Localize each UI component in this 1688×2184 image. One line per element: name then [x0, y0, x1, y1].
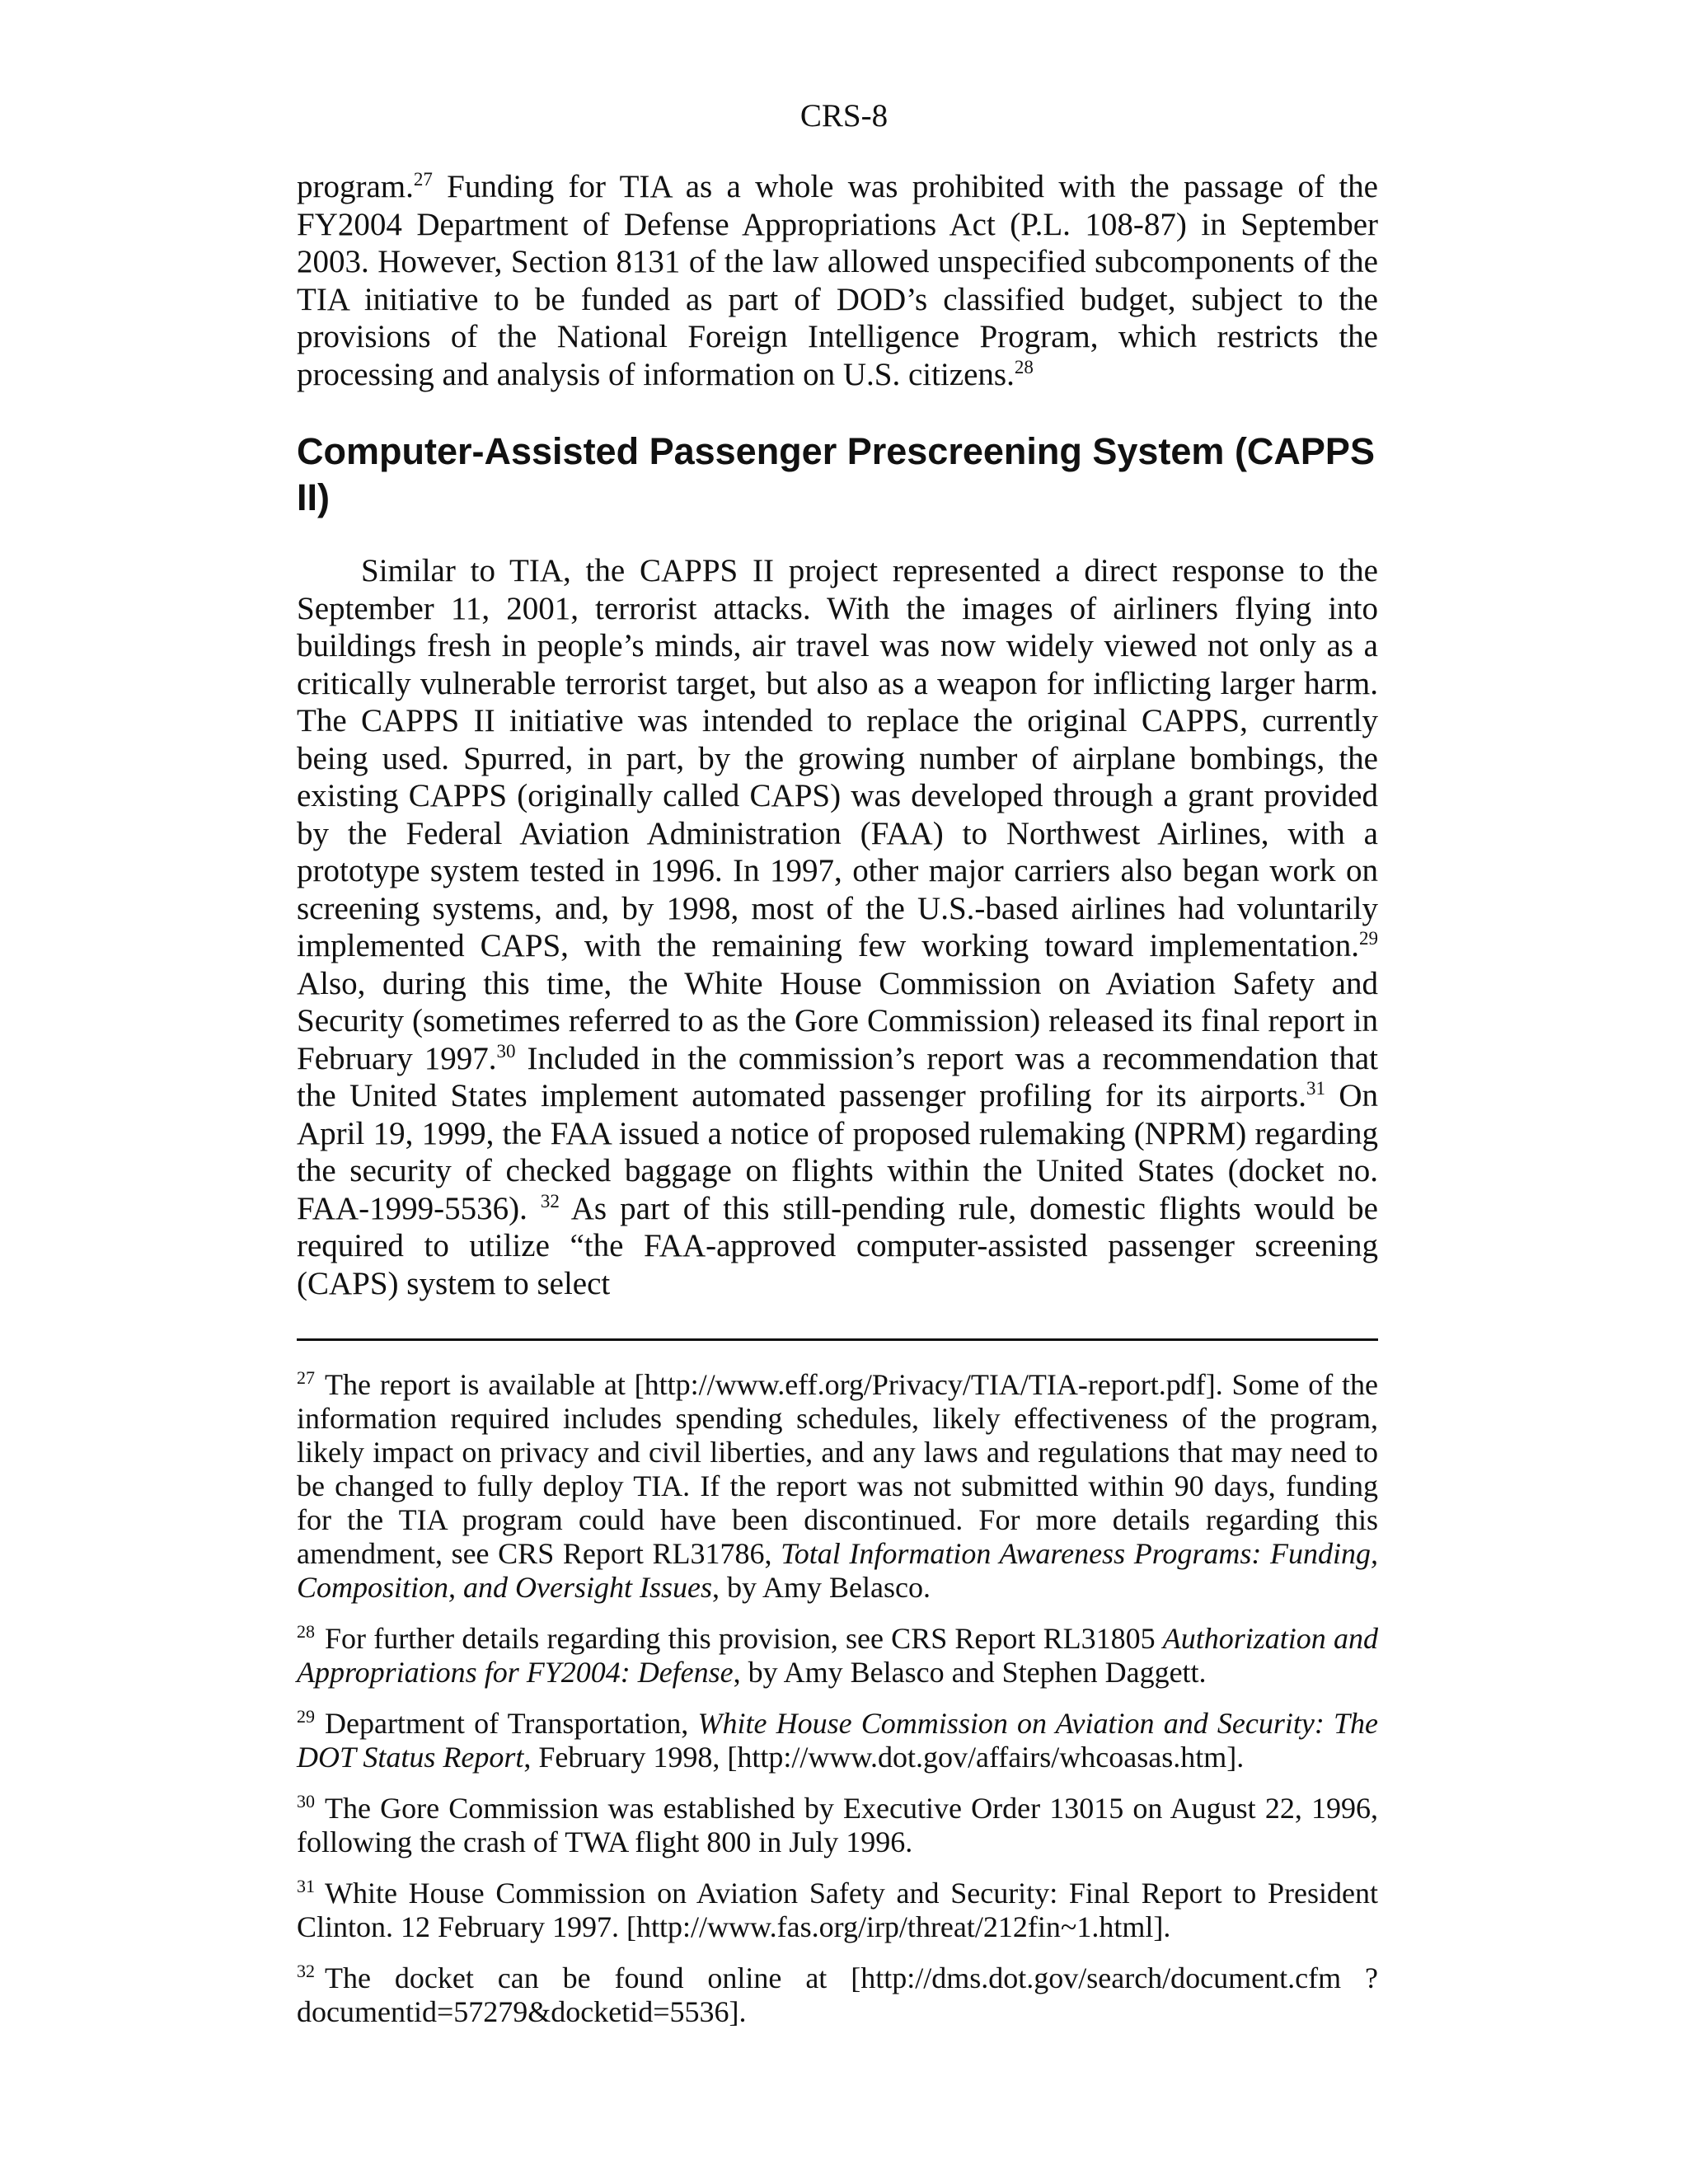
capps-paragraph: [297, 552, 1378, 1302]
paragraph-segment: Also, during this time, the White House Commission on Aviation Safety and Security (sometimes referred to as the Gore Commission) released its final report in February 1997.: [297, 965, 1378, 1076]
footnote-text: White House Commission on Aviation Safety and Security: Final Report to President Clinton. 12 February 1997. [http://www.fas.org/irp/threat/212fin~1.html].: [297, 1877, 1378, 1943]
footnote-text: The Gore Commission was established by Executive Order 13015 on August 22, 1996, following the crash of TWA flight 800 in July 1996.: [297, 1792, 1378, 1858]
footnote-text: Department of Transportation,: [325, 1707, 698, 1740]
footnote-31: [297, 1877, 1378, 1944]
paragraph-segment: As part of this still-pending rule, domestic flights would be required to utilize “the FAA-approved computer-assisted passenger screening (CAPS) system to select: [297, 1190, 1378, 1301]
footnote-ref-29[interactable]: 29: [1359, 928, 1378, 949]
footnote-number: 28: [297, 1621, 315, 1642]
page-number-header: CRS-8: [799, 98, 889, 134]
footnote-number: 31: [297, 1876, 315, 1896]
footnote-text: For further details regarding this provision, see CRS Report RL31805: [325, 1622, 1163, 1655]
paragraph-text: [297, 168, 1378, 393]
paragraph-text: [297, 552, 1378, 1302]
footnote-ref-31[interactable]: 31: [1306, 1078, 1325, 1099]
footnote-text: The report is available at [http://www.eff.org/Privacy/TIA/TIA-report.pdf]. Some of the information required includes spending schedules, likely effectiveness of the program, likely impact on privacy and civil liberties, and any laws and regulations that may need to be changed to fully deploy TIA. If the report was not submitted within 90 days, funding for the TIA program could have been discontinued. For more details regarding this amendment, see CRS Report RL31786,: [297, 1368, 1378, 1570]
footnote-ref-30[interactable]: 30: [496, 1040, 516, 1062]
footnote-28: [297, 1622, 1378, 1690]
footnotes-section: [297, 1368, 1378, 2046]
paragraph-segment: Included in the commission’s report was a recommendation that the United States implement automated passenger profiling for its airports.: [297, 1040, 1378, 1113]
paragraph-segment: Similar to TIA, the CAPPS II project represented a direct response to the September 11, 2001, terrorist attacks. With the images of airliners flying into buildings fresh in people’s minds, air travel was now widely viewed not only as a critically vulnerable terrorist target, but also as a weapon for inflicting larger harm. The CAPPS II initiative was intended to replace the original CAPPS, currently being used. Spurred, in part, by the growing number of airplane bombings, the existing CAPPS (originally called CAPS) was developed through a grant provided by the Federal Aviation Administration (FAA) to Northwest Airlines, with a prototype system tested in 1996. In 1997, other major carriers also began work on screening systems, and, by 1998, most of the U.S.-based airlines had voluntarily implemented CAPS, with the remaining few working toward implementation.: [297, 553, 1378, 963]
paragraph-lead: program.: [297, 169, 414, 204]
footnote-30: [297, 1792, 1378, 1859]
paragraph-segment: On April 19, 1999, the FAA issued a notice of proposed rulemaking (NPRM) regarding the security of checked baggage on flights within the United States (docket no. FAA-1999-5536).: [297, 1078, 1378, 1226]
footnote-number: 30: [297, 1791, 315, 1811]
footnote-number: 29: [297, 1706, 315, 1727]
paragraph-body: Funding for TIA as a whole was prohibited with the passage of the FY2004 Department of Defense Appropriations Act (P.L. 108-87) in September 2003. However, Section 8131 of the law allowed unspecified subcomponents of the TIA initiative to be funded as part of DOD’s classified budget, subject to the provisions of the National Foreign Intelligence Program, which restricts the processing and analysis of information on U.S. citizens.: [297, 169, 1378, 392]
footnote-title-italic: White House Commission on Aviation and Security: The DOT Status Report: [297, 1707, 1378, 1774]
footnote-27: [297, 1368, 1378, 1605]
footnote-title-italic: Authorization and Appropriations for FY2004: Defense: [297, 1622, 1378, 1689]
footnote-divider: [297, 1338, 1378, 1341]
footnote-ref-28[interactable]: 28: [1014, 356, 1034, 377]
continuation-paragraph: [297, 168, 1378, 393]
footnote-text: , by Amy Belasco.: [712, 1571, 931, 1604]
footnote-29: [297, 1707, 1378, 1774]
footnote-text: The docket can be found online at [http://dms.dot.gov/search/document.cfm ?documentid=57279&docketid=5536].: [297, 1961, 1378, 2028]
footnote-text: , by Amy Belasco and Stephen Daggett.: [733, 1656, 1207, 1689]
footnote-ref-32[interactable]: 32: [540, 1190, 560, 1212]
footnote-text: , February 1998, [http://www.dot.gov/affairs/whcoasas.htm].: [523, 1741, 1245, 1774]
footnote-number: 27: [297, 1367, 315, 1388]
footnote-ref-27[interactable]: 27: [413, 169, 433, 190]
footnote-number: 32: [297, 1961, 315, 1981]
section-heading: Computer-Assisted Passenger Prescreening System (CAPPS II): [297, 430, 1375, 518]
footnote-32: [297, 1961, 1378, 2029]
footnote-title-italic: Total Information Awareness Programs: Funding, Composition, and Oversight Issues: [297, 1537, 1378, 1604]
